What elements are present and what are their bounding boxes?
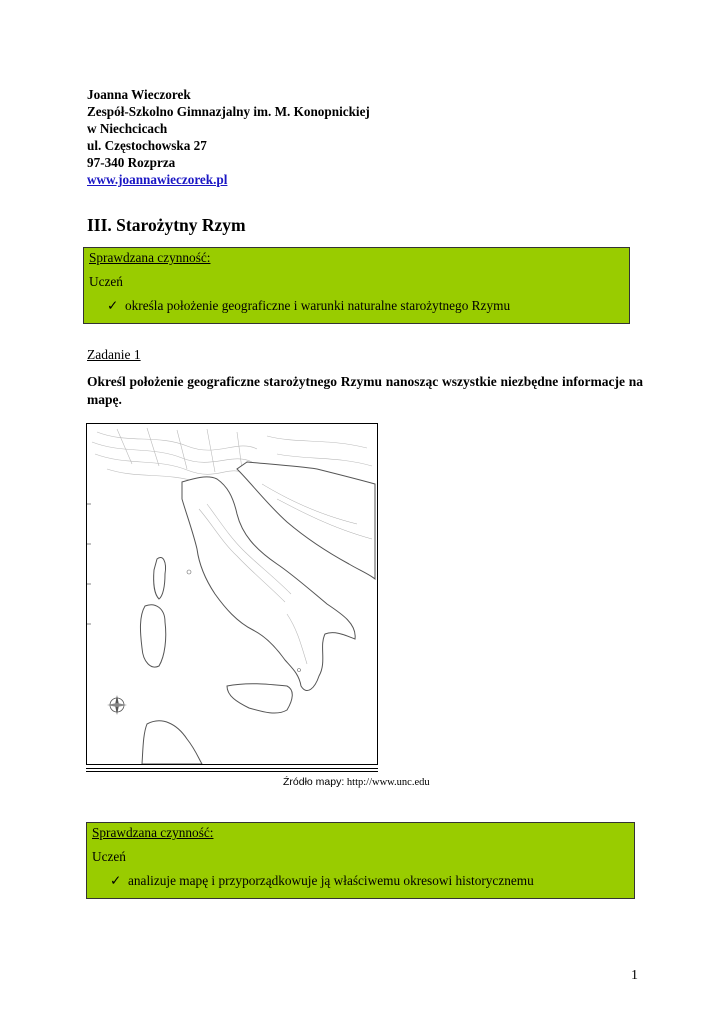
- map-of-italy: [86, 423, 378, 765]
- section-title: III. Starożytny Rzym: [87, 215, 246, 235]
- map-of-italy-drawing: [87, 424, 377, 764]
- postal-code: 97-340 Rozprza: [87, 155, 176, 170]
- checkmark-icon: ✓: [107, 298, 119, 313]
- compass-rose-icon: [106, 692, 128, 718]
- author-name: Joanna Wieczorek: [87, 87, 191, 102]
- checkmark-icon: ✓: [110, 873, 122, 888]
- skill-box-2: [86, 822, 635, 899]
- skill-box-item: analizuje mapę i przyporządkowuje ją właściwemu okresowi historycznemu: [128, 873, 534, 888]
- street: ul. Częstochowska 27: [87, 138, 207, 153]
- skill-box-label: Sprawdzana czynność:: [92, 825, 214, 840]
- town: w Niechcicach: [87, 121, 168, 136]
- skill-box-subject: Uczeń: [92, 849, 126, 864]
- skill-box-item: określa położenie geograficzne i warunki naturalne starożytnego Rzymu: [125, 298, 511, 313]
- map-source: [283, 776, 430, 788]
- skill-box-subject: Uczeń: [89, 274, 123, 289]
- map-underline: [86, 768, 378, 772]
- skill-box-1: [83, 247, 630, 324]
- task-instruction: Określ położenie geograficzne starożytnego Rzymu nanosząc wszystkie niezbędne informacje na mapę.: [87, 374, 643, 407]
- task-label: Zadanie 1: [87, 347, 141, 362]
- skill-box-label: Sprawdzana czynność:: [89, 250, 211, 265]
- author-address-block: [87, 86, 370, 188]
- school-name: Zespół-Szkolno Gimnazjalny im. M. Konopnickiej: [87, 104, 370, 119]
- map-source-url: http://www.unc.edu: [346, 777, 430, 788]
- website-link[interactable]: www.joannawieczorek.pl: [87, 172, 228, 187]
- page-number: 1: [631, 968, 638, 983]
- map-source-label: Źródło mapy:: [283, 776, 345, 788]
